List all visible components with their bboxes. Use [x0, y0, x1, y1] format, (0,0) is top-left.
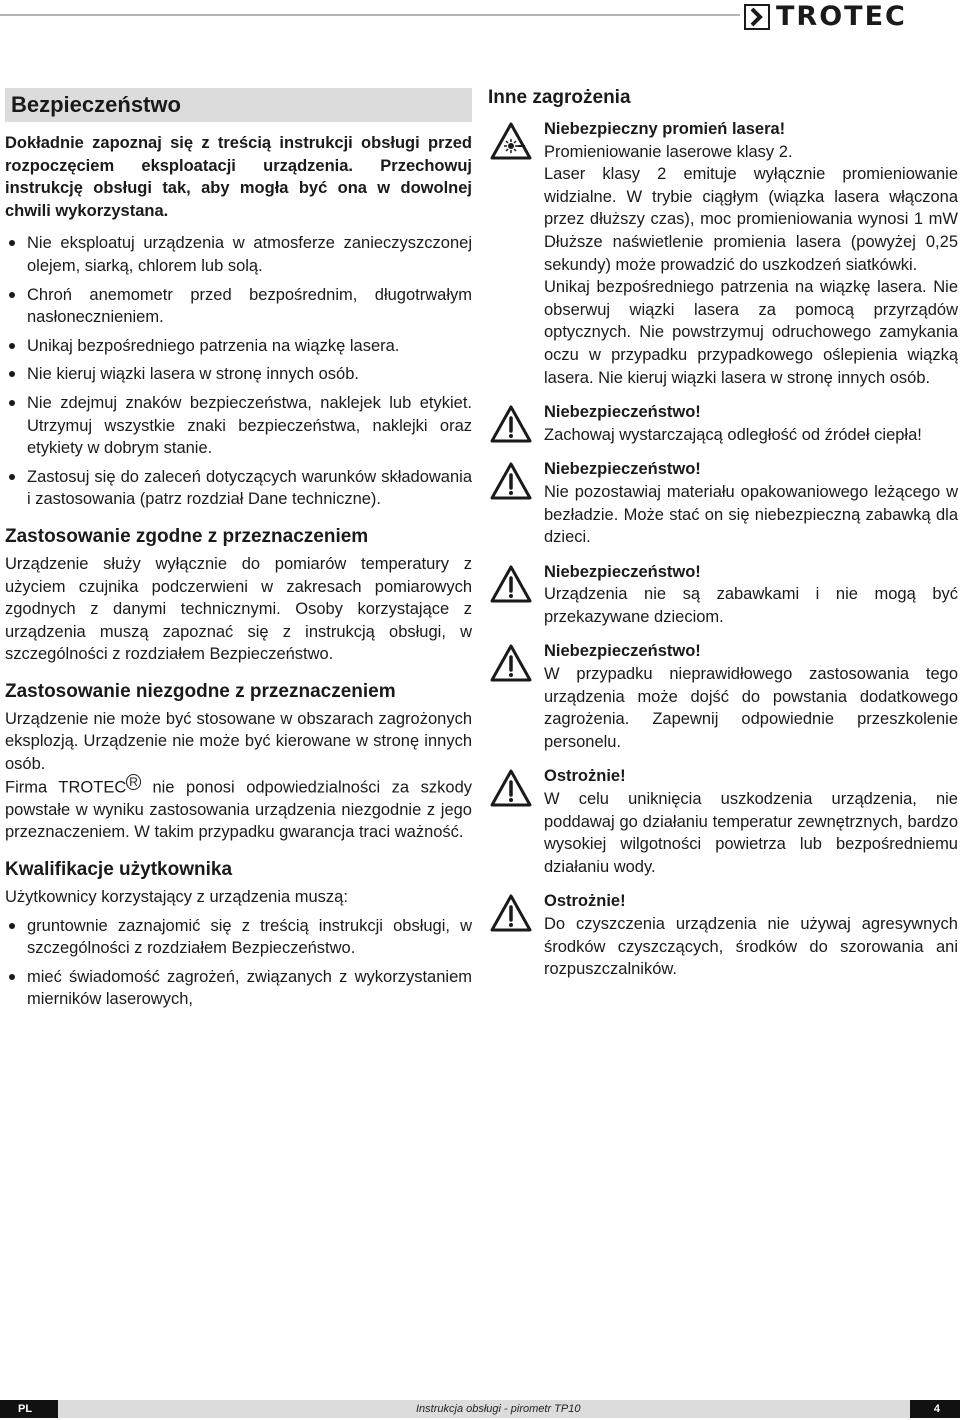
warning-text: Laser klasy 2 emituje wyłącznie promieniowanie widzialne. W trybie ciągłym (wiązka lasera włączona przez dłuższy czas), moc promieniowania wynosi 1 mW Dłuższe naświetlenie promienia lasera (powyżej 0,25 sekundy) może prowadzić do uszkodzeń siatkówki. [544, 165, 958, 274]
liability-suffix: nie ponosi odpowiedzialności za szkody powstałe w wyniku zastosowania urządzenia niezgodnie z jego przeznaczeniem. W takim przypadku gwarancja traci ważność. [5, 778, 472, 842]
registered-mark: R [126, 774, 141, 790]
warning-text: W celu uniknięcia uszkodzenia urządzenia, nie poddawaj go działaniu temperatur zewnętrznych, bardzo wysokiej wilgotności powietrza lub bezpośredniemu działaniu wody. [544, 790, 958, 876]
liability-prefix: Firma TROTEC [5, 778, 127, 797]
misuse-text: Urządzenie nie może być stosowane w obszarach zagrożonych eksplozją. Urządzenie nie może być kierowane w stronę innych osób. [5, 709, 472, 774]
footer-language: PL [0, 1400, 58, 1418]
brand-logo [744, 2, 958, 32]
safety-list [5, 232, 472, 511]
safety-item: Chroń anemometr przed bezpośrednim, długotrwałym nasłonecznieniem. [5, 284, 472, 329]
warning-body [544, 583, 958, 628]
safety-item: Nie kieruj wiązki lasera w stronę innych osób. [5, 363, 472, 386]
left-column [5, 88, 472, 1017]
liability-text [5, 776, 472, 844]
warning-title: Ostrożnie! [544, 892, 626, 911]
qualification-item: mieć świadomość zagrożeń, związanych z wykorzystaniem mierników laserowych, [5, 966, 472, 1011]
warning-icon [490, 894, 532, 932]
warning-block [488, 401, 958, 446]
warning-block [488, 118, 958, 389]
warning-text: Unikaj bezpośredniego patrzenia na wiązkę lasera. Nie obserwuj wiązki lasera za pomocą przyrządów optycznych. Nie powstrzymuj odruchowego zamykania oczu w przypadku przypadkowego oślepienia wiązką lasera. Nie kieruj wiązki lasera w stronę innych osób. [544, 278, 958, 387]
intended-use-text: Urządzenie służy wyłącznie do pomiarów temperatury z użyciem czujnika podczerwieni w zakresach pomiarowych zgodnych z danymi technicznymi. Osoby korzystające z urządzenia muszą zapoznać się z instrukcją obsługi, w szczególności z rozdziałem Bezpieczeństwo. [5, 554, 472, 664]
safety-intro: Dokładnie zapoznaj się z treścią instrukcji obsługi przed rozpoczęciem eksploatacji urządzenia. Przechowuj instrukcję obsługi tak, aby mogła być ona w dowolnej chwili wykorzystana. [5, 134, 472, 220]
warning-text: W przypadku nieprawidłowego zastosowania tego urządzenia może dojść do powstania dodatkowego zagrożenia. Zapewnij odpowiednie przeszkolenie personelu. [544, 665, 958, 751]
warning-body [544, 913, 958, 981]
qualification-intro: Użytkownicy korzystający z urządzenia muszą: [5, 887, 348, 906]
laser-warning-icon [490, 122, 532, 160]
warning-title: Ostrożnie! [544, 767, 626, 786]
page-footer [0, 1400, 960, 1418]
safety-item: Unikaj bezpośredniego patrzenia na wiązkę lasera. [5, 335, 472, 358]
trotec-logo-icon [744, 4, 770, 30]
intended-use-heading: Zastosowanie zgodne z przeznaczeniem [5, 525, 369, 547]
warning-text: Promieniowanie laserowe klasy 2. [544, 142, 793, 161]
warning-block [488, 765, 958, 878]
warning-body [544, 424, 958, 447]
misuse-heading: Zastosowanie niezgodne z przeznaczeniem [5, 680, 396, 702]
warning-body [544, 481, 958, 549]
qualification-heading: Kwalifikacje użytkownika [5, 858, 233, 880]
qualification-item: gruntownie zaznajomić się z treścią instrukcji obsługi, w szczególności z rozdziałem Bezpieczeństwo. [5, 915, 472, 960]
warning-block [488, 890, 958, 980]
other-hazards-heading: Inne zagrożenia [488, 87, 631, 108]
warning-icon [490, 462, 532, 500]
warning-icon [490, 565, 532, 603]
warning-title: Niebezpieczeństwo! [544, 403, 701, 422]
section-title: Bezpieczeństwo [5, 88, 472, 122]
warning-title: Niebezpieczeństwo! [544, 460, 701, 479]
safety-item: Zastosuj się do zaleceń dotyczących warunków składowania i zastosowania (patrz rozdział Dane techniczne). [5, 466, 472, 511]
qualification-list [5, 915, 472, 1011]
warning-body [544, 788, 958, 878]
safety-item: Nie zdejmuj znaków bezpieczeństwa, naklejek lub etykiet. Utrzymuj wszystkie znaki bezpieczeństwa, naklejki oraz etykiety w dobrym stanie. [5, 392, 472, 460]
brand-name: TROTEC [776, 1, 907, 32]
footer-title: Instrukcja obsługi - pirometr TP10 [416, 1403, 581, 1415]
warning-icon [490, 405, 532, 443]
warning-block [488, 458, 958, 548]
page-number: 4 [910, 1400, 960, 1418]
warning-text: Nie pozostawiaj materiału opakowaniowego leżącego w bezładzie. Może stać on się niebezpieczną zabawką dla dzieci. [544, 482, 958, 547]
warning-title: Niebezpieczeństwo! [544, 642, 701, 661]
warning-icon [490, 769, 532, 807]
warning-text: Urządzenia nie są zabawkami i nie mogą być przekazywane dzieciom. [544, 585, 958, 626]
warning-icon [490, 644, 532, 682]
right-column [488, 86, 958, 993]
warning-title: Niebezpieczeństwo! [544, 562, 701, 581]
warning-block [488, 561, 958, 629]
warning-title: Niebezpieczny promień lasera! [544, 120, 786, 138]
warning-body [544, 141, 958, 390]
warning-body [544, 663, 958, 753]
warning-text: Do czyszczenia urządzenia nie używaj agresywnych środków czyszczących, środków do szorowania ani rozpuszczalników. [544, 915, 958, 979]
warning-text: Zachowaj wystarczającą odległość od źródeł ciepła! [544, 425, 922, 444]
warning-block [488, 640, 958, 753]
safety-item: Nie eksploatuj urządzenia w atmosferze zanieczyszczonej olejem, siarką, chlorem lub solą. [5, 232, 472, 277]
header-rule [0, 14, 740, 16]
